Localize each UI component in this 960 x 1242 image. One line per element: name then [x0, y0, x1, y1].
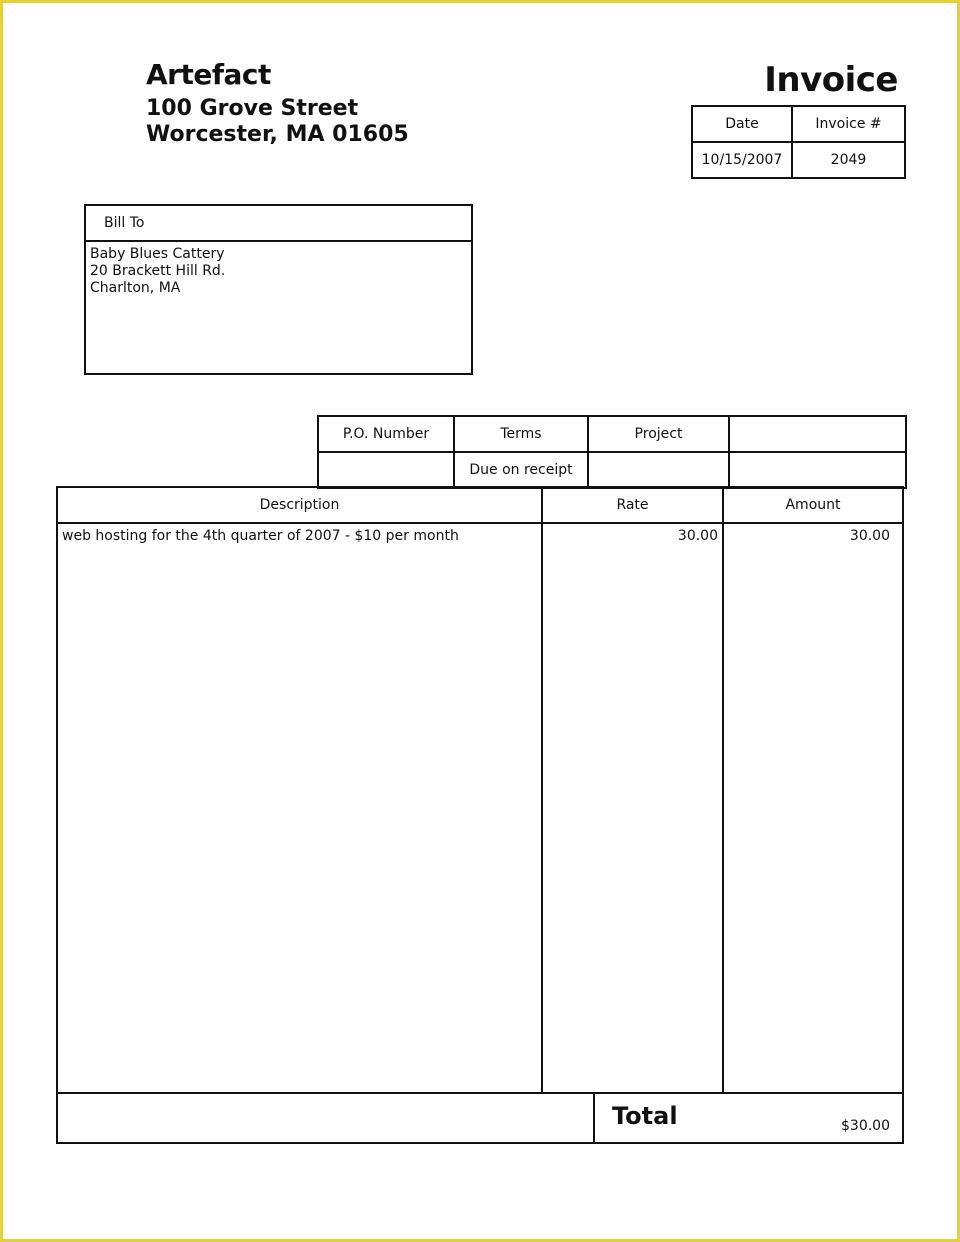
- amount-header: Amount: [785, 497, 841, 513]
- invoice-date: 10/15/2007: [692, 142, 792, 178]
- project-value: [588, 452, 729, 488]
- order-info-table: [317, 415, 907, 489]
- extra-header: [729, 416, 906, 452]
- bill-to-line: Charlton, MA: [90, 280, 181, 296]
- item-amount: 30.00: [849, 528, 890, 544]
- rate-header: Rate: [616, 497, 649, 513]
- extra-value: [729, 452, 906, 488]
- project-header: Project: [588, 416, 729, 452]
- date-header: Date: [692, 106, 792, 142]
- total-label: Total: [612, 1102, 678, 1130]
- invoice-info-table: [691, 105, 906, 179]
- po-number-value: [318, 452, 454, 488]
- column-divider: [541, 488, 543, 1092]
- po-number-header: P.O. Number: [318, 416, 454, 452]
- bill-to-box: [84, 204, 473, 375]
- line-items-table: [56, 486, 904, 1094]
- bill-to-line: 20 Brackett Hill Rd.: [90, 263, 226, 279]
- line-items-header: [58, 488, 902, 524]
- terms-header: Terms: [454, 416, 588, 452]
- item-description: web hosting for the 4th quarter of 2007 - $10 per month: [62, 528, 459, 544]
- item-rate: 30.00: [677, 528, 718, 544]
- description-header: Description: [259, 497, 340, 513]
- total-divider: [593, 1094, 595, 1142]
- invoice-number-header: Invoice #: [792, 106, 905, 142]
- company-street: 100 Grove Street: [146, 96, 359, 121]
- invoice-title: Invoice: [764, 60, 898, 100]
- invoice-number: 2049: [792, 142, 905, 178]
- bill-to-address: [86, 242, 471, 297]
- company-city: Worcester, MA 01605: [146, 122, 409, 147]
- total-row: [56, 1092, 904, 1144]
- company-name: Artefact: [146, 58, 271, 91]
- bill-to-label: Bill To: [86, 206, 471, 242]
- total-value: $30.00: [841, 1118, 890, 1134]
- bill-to-line: Baby Blues Cattery: [90, 246, 225, 262]
- column-divider: [722, 488, 724, 1092]
- terms-value: Due on receipt: [454, 452, 588, 488]
